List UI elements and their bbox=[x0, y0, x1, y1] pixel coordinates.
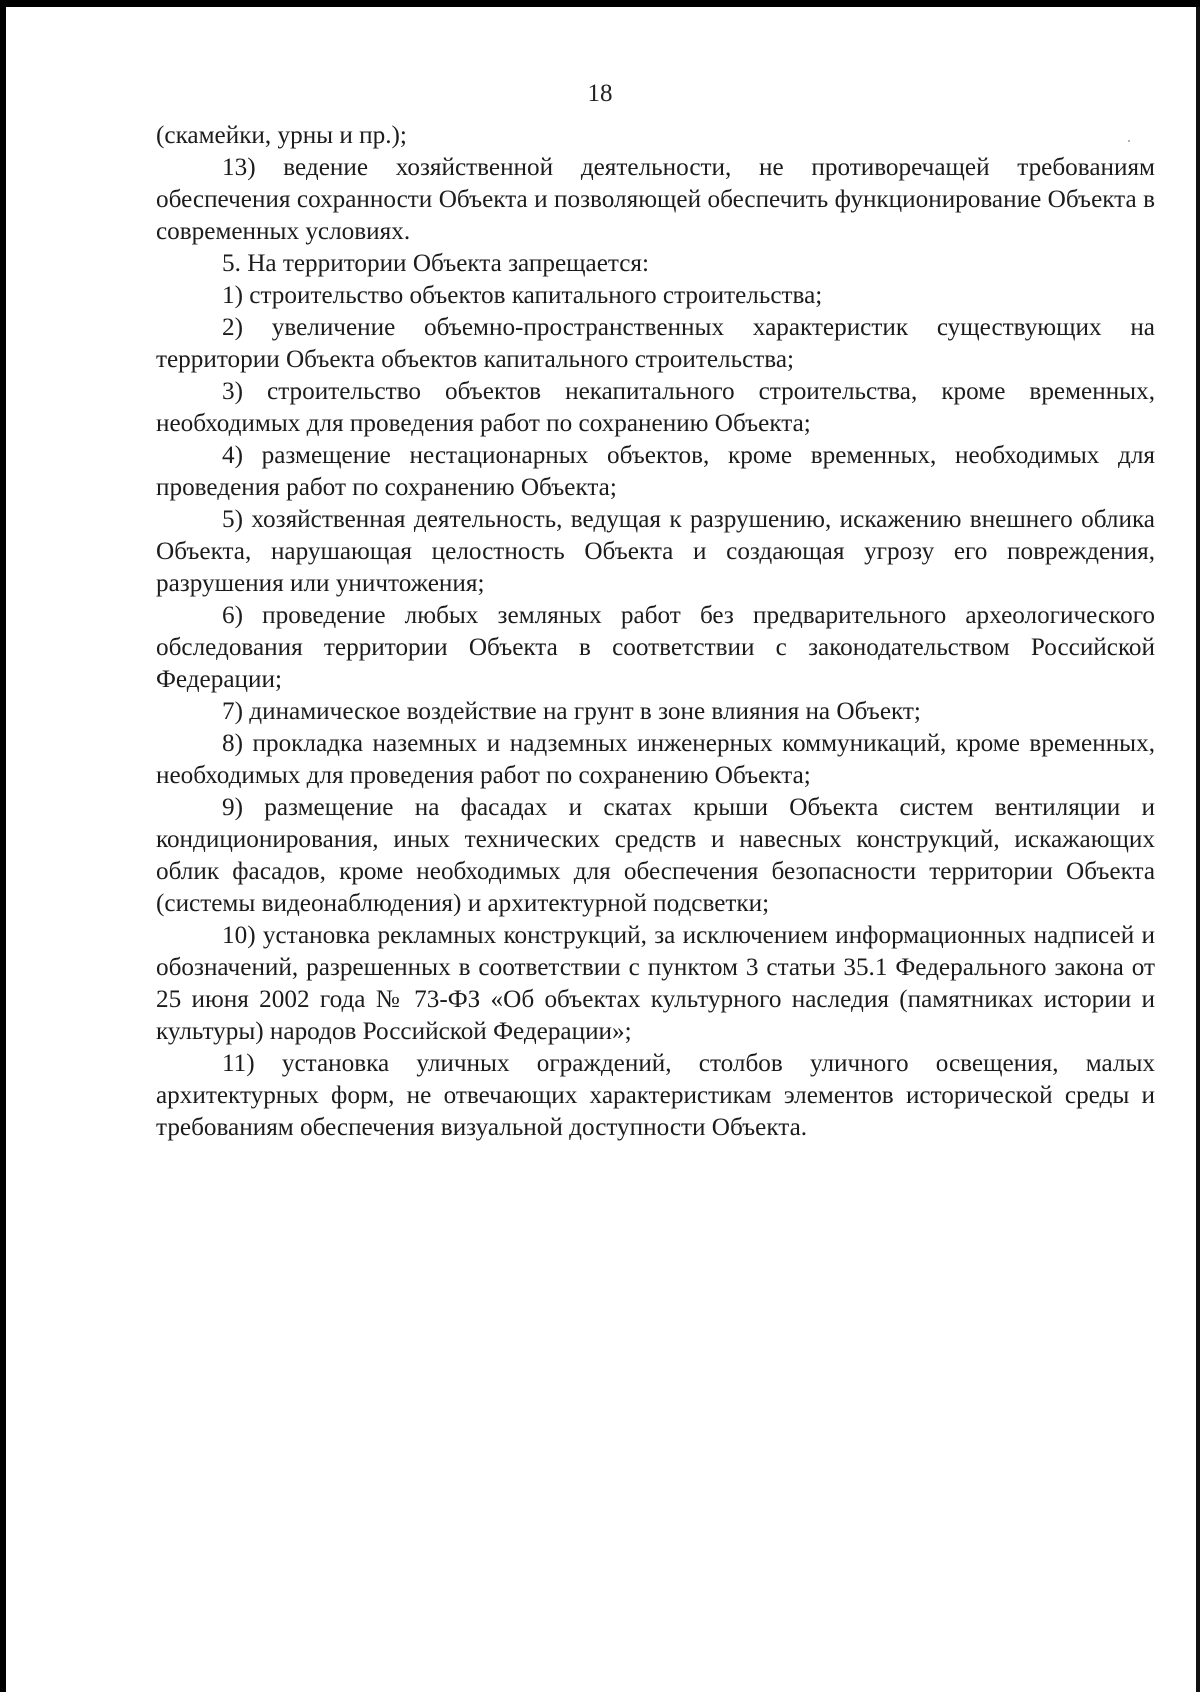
scan-border-left bbox=[0, 0, 6, 1692]
paragraph-item-5: 5) хозяйственная деятельность, ведущая к разрушению, искажению внешнего облика Объекта, нарушающая целостность Объекта и создающая угрозу его повреждения, разрушения или уничтожения; bbox=[156, 506, 1155, 597]
paragraph-item-7: 7) динамическое воздействие на грунт в зоне влияния на Объект; bbox=[222, 698, 921, 725]
paragraph-section-5: 5. На территории Объекта запрещается: bbox=[222, 250, 649, 277]
scan-border-right bbox=[1196, 7, 1200, 1692]
paragraph-item-10: 10) установка рекламных конструкций, за исключением информационных надписей и обозначений, разрешенных в соответствии с пунктом 3 статьи 35.1 Федерального закона от 25 июня 2002 года № 73-ФЗ «Об объектах культурного наследия (памятниках истории и культуры) народов Российской Федерации»; bbox=[156, 922, 1155, 1045]
page-number: 18 bbox=[587, 80, 613, 107]
paragraph-item-4: 4) размещение нестационарных объектов, кроме временных, необходимых для проведения работ по сохранению Объекта; bbox=[156, 442, 1155, 501]
paragraph-continuation: (скамейки, урны и пр.); bbox=[156, 122, 407, 149]
paragraph-item-11: 11) установка уличных ограждений, столбов уличного освещения, малых архитектурных форм, не отвечающих характеристикам элементов исторической среды и требованиям обеспечения визуальной доступности Объекта. bbox=[156, 1050, 1155, 1141]
paragraph-item-2: 2) увеличение объемно-пространственных характеристик существующих на территории Объекта объектов капитального строительства; bbox=[156, 314, 1155, 373]
paragraph-item-13: 13) ведение хозяйственной деятельности, не противоречащей требованиям обеспечения сохранности Объекта и позволяющей обеспечить функционирование Объекта в современных условиях. bbox=[156, 154, 1155, 245]
paragraph-item-1: 1) строительство объектов капитального строительства; bbox=[222, 282, 823, 309]
paragraph-item-8: 8) прокладка наземных и надземных инженерных коммуникаций, кроме временных, необходимых для проведения работ по сохранению Объекта; bbox=[156, 730, 1155, 789]
paragraph-item-3: 3) строительство объектов некапитального строительства, кроме временных, необходимых для проведения работ по сохранению Объекта; bbox=[156, 378, 1155, 437]
paragraph-item-9: 9) размещение на фасадах и скатах крыши Объекта систем вентиляции и кондиционирования, иных технических средств и навесных конструкций, искажающих облик фасадов, кроме необходимых для обеспечения безопасности территории Объекта (системы видеонаблюдения) и архитектурной подсветки; bbox=[156, 794, 1155, 917]
scan-border-top bbox=[0, 0, 1200, 7]
paragraph-item-6: 6) проведение любых земляных работ без предварительного археологического обследования территории Объекта в соответствии с законодательством Российской Федерации; bbox=[156, 602, 1155, 693]
document-body bbox=[156, 120, 1155, 1144]
